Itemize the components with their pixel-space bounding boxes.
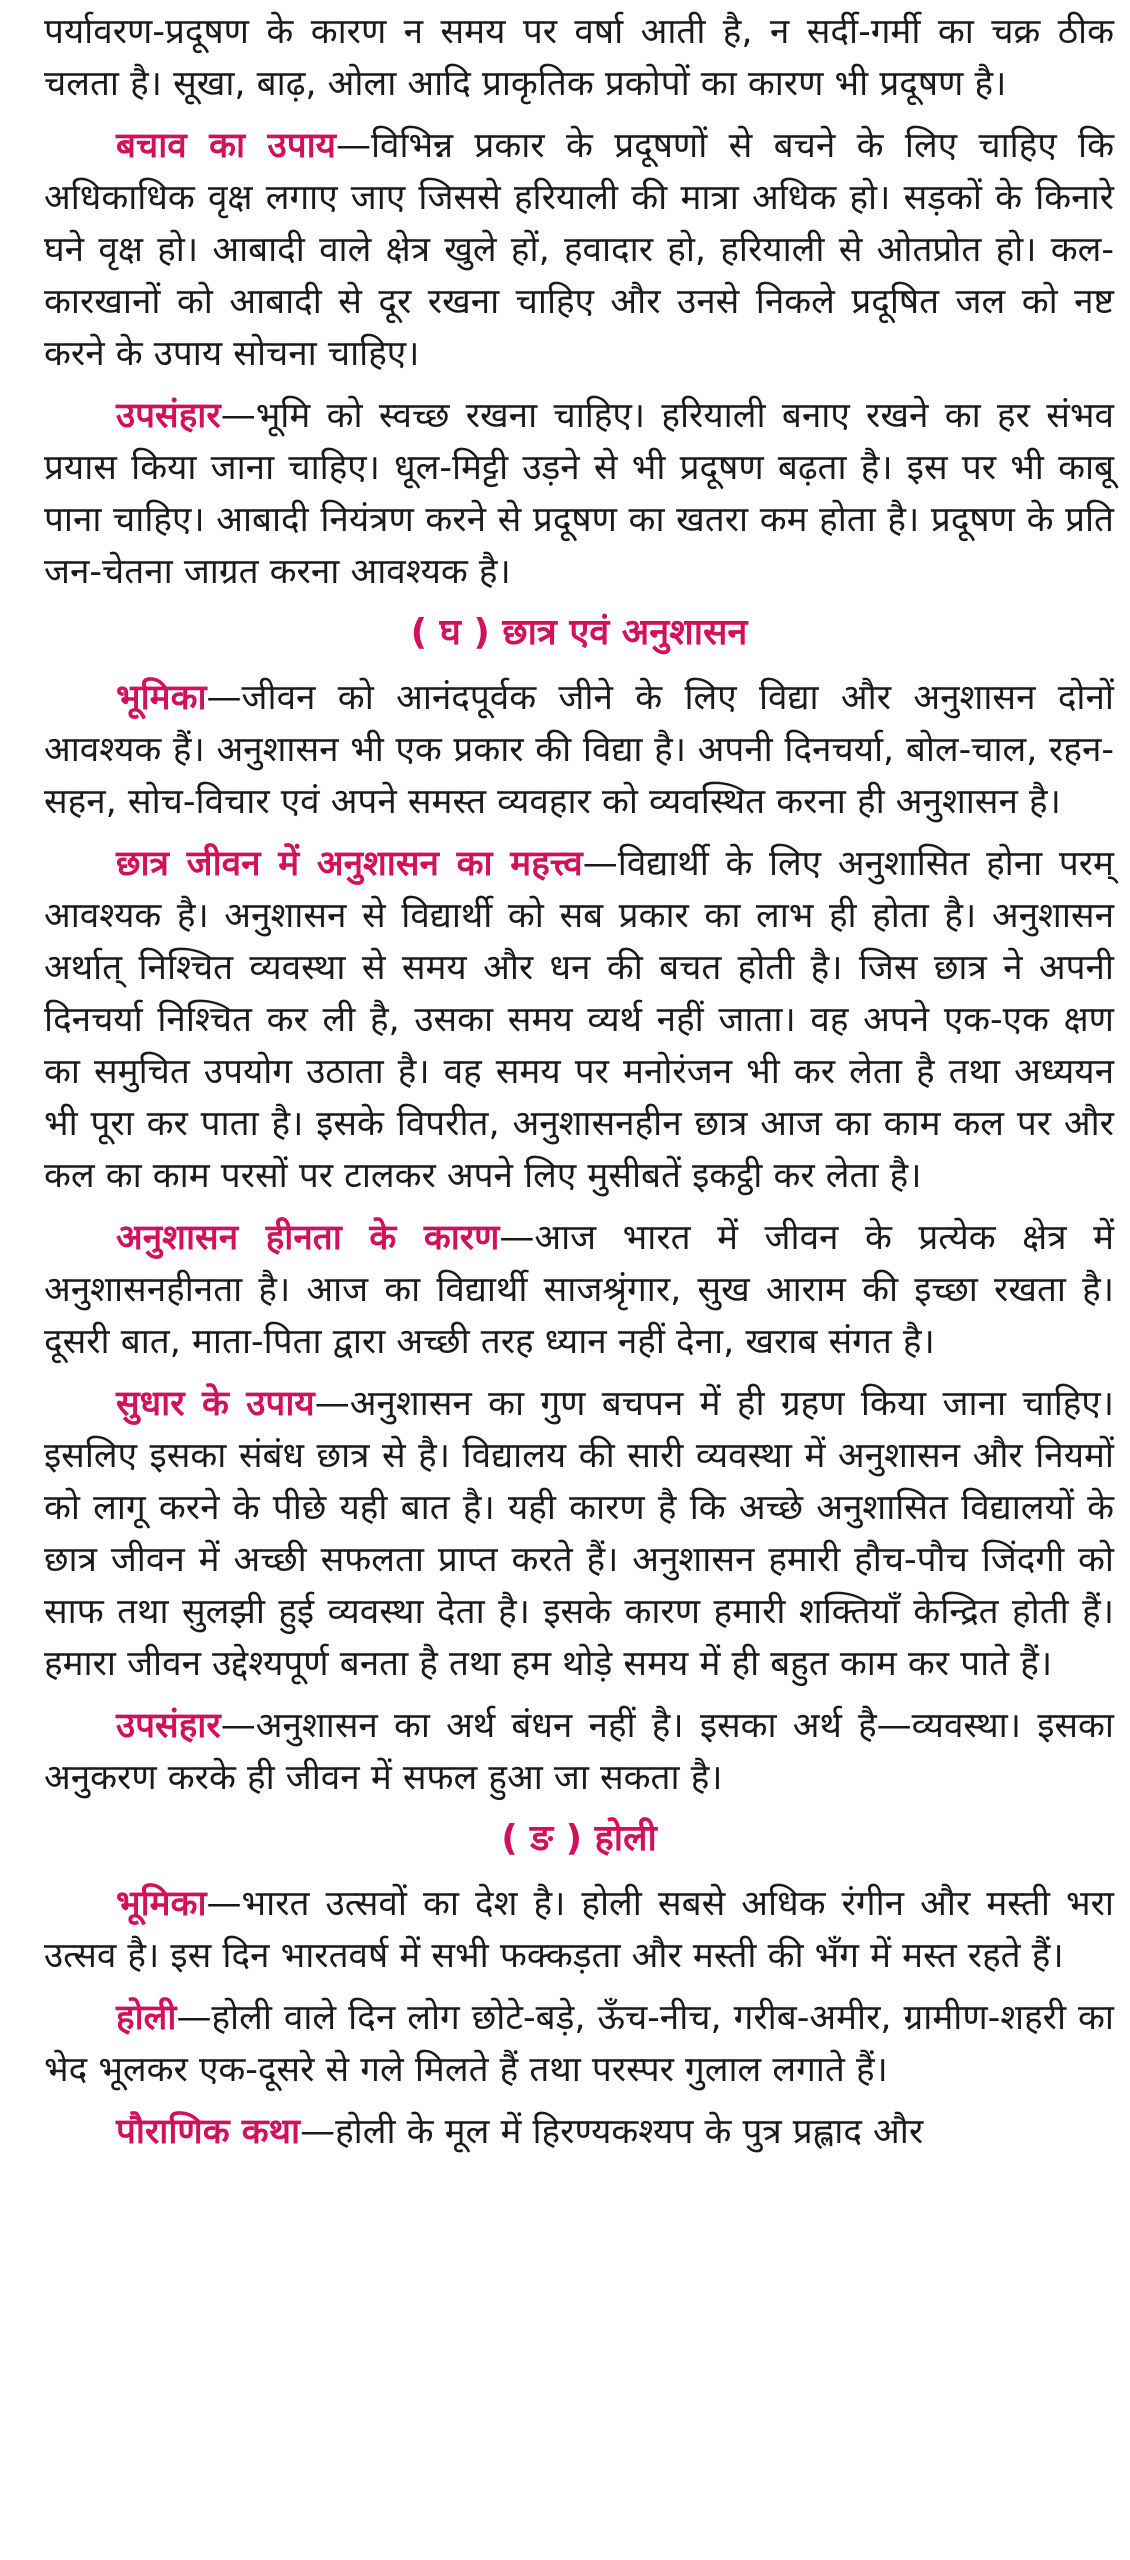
paragraph-body: —होली के मूल में हिरण्यकश्यप के पुत्र प्रह्लाद और [300,2112,924,2152]
paragraph-body: —होली वाले दिन लोग छोटे-बड़े, ऊँच-नीच, गरीब-अमीर, ग्रामीण-शहरी का भेद भूलकर एक-दूसरे से गले मिलते हैं तथा परस्पर गुलाल लगाते हैं। [44,1998,1114,2090]
paragraph-body: —विद्यार्थी के लिए अनुशासित होना परम् आवश्यक है। अनुशासन से विद्यार्थी को सब प्रकार का लाभ ही होता है। अनुशासन अर्थात् निश्चित व्यवस्था से समय और धन की बचत होती है। जिस छात्र ने अपनी दिनचर्या निश्चित कर ली है, उसका समय व्यर्थ नहीं जाता। वह अपने एक-एक क्षण का समुचित उपयोग उठाता है। वह समय पर मनोरंजन भी कर लेता है तथा अध्ययन भी पूरा कर पाता है। इसके विपरीत, अनुशासनहीन छात्र आज का काम कल पर और कल का काम परसों पर टालकर अपने लिए मुसीबतें इकट्ठी कर लेता है। [44,844,1114,1196]
paragraph-heading: अनुशासन हीनता के कारण [116,1218,500,1258]
paragraph-body: —अनुशासन का गुण बचपन में ही ग्रहण किया जाना चाहिए। इसलिए इसका संबंध छात्र से है। विद्यालय की सारी व्यवस्था में अनुशासन और नियमों को लागू करने के पीछे यही बात है। यही कारण है कि अच्छे अनुशासित विद्यालयों के छात्र जीवन में अच्छी सफलता प्राप्त करते हैं। अनुशासन हमारी हौच-पौच जिंदगी को साफ तथा सुलझी हुई व्यवस्था देता है। इसके कारण हमारी शक्तियाँ केन्द्रित होती हैं। हमारा जीवन उद्देश्यपूर्ण बनता है तथा हम थोड़े समय में ही बहुत काम कर पाते हैं। [44,1384,1114,1684]
paragraph-nga-katha [44,2106,1114,2158]
section-title-gha: ( घ ) छात्र एवं अनुशासन [410,612,748,653]
paragraph-env-bachav [44,120,1114,380]
paragraph-body: —भारत उत्सवों का देश है। होली सबसे अधिक रंगीन और मस्ती भरा उत्सव है। इस दिन भारतवर्ष में सभी फक्कड़ता और मस्ती की भँग में मस्त रहते हैं। [44,1884,1114,1976]
paragraph-heading: भूमिका [116,678,207,718]
paragraph-heading: पौराणिक कथा [116,2112,301,2152]
paragraph-body: —जीवन को आनंदपूर्वक जीने के लिए विद्या और अनुशासन दोनों आवश्यक हैं। अनुशासन भी एक प्रकार की विद्या है। अपनी दिनचर्या, बोल-चाल, रहन-सहन, सोच-विचार एवं अपने समस्त व्यवहार को व्यवस्थित करना ही अनुशासन है। [44,678,1114,822]
paragraph-nga-holi [44,1992,1114,2096]
section-title-nga: ( ङ ) होली [501,1818,657,1859]
paragraph-heading: होली [116,1998,177,2038]
paragraph-gha-mahatva [44,838,1114,1202]
paragraph-env-upsanhar [44,390,1114,598]
paragraph-body: —अनुशासन का अर्थ बंधन नहीं है। इसका अर्थ है—व्यवस्था। इसका अनुकरण करके ही जीवन में सफल हुआ जा सकता है। [44,1706,1114,1798]
paragraph-gha-upsanhar [44,1700,1114,1804]
paragraph-heading: भूमिका [116,1884,207,1924]
paragraph-heading: सुधार के उपाय [116,1384,315,1424]
paragraph-env-end [44,6,1114,110]
paragraph-body: —भूमि को स्वच्छ रखना चाहिए। हरियाली बनाए रखने का हर संभव प्रयास किया जाना चाहिए। धूल-मिट्टी उड़ने से भी प्रदूषण बढ़ता है। इस पर भी काबू पाना चाहिए। आबादी नियंत्रण करने से प्रदूषण का खतरा कम होता है। प्रदूषण के प्रति जन-चेतना जाग्रत करना आवश्यक है। [44,396,1114,592]
paragraph-heading: उपसंहार [116,1706,221,1746]
paragraph-gha-karan [44,1212,1114,1368]
paragraph-nga-bhumika [44,1878,1114,1982]
paragraph-body: —आज भारत में जीवन के प्रत्येक क्षेत्र में अनुशासनहीनता है। आज का विद्यार्थी साजश्रृंगार, सुख आराम की इच्छा रखता है। दूसरी बात, माता-पिता द्वारा अच्छी तरह ध्यान नहीं देना, खराब संगत है। [44,1218,1114,1362]
paragraph-heading: उपसंहार [116,396,221,436]
paragraph-gha-sudhar [44,1378,1114,1690]
paragraph-body: पर्यावरण-प्रदूषण के कारण न समय पर वर्षा आती है, न सर्दी-गर्मी का चक्र ठीक चलता है। सूखा, बाढ़, ओला आदि प्राकृतिक प्रकोपों का कारण भी प्रदूषण है। [44,12,1114,104]
paragraph-heading: बचाव का उपाय [116,126,336,166]
paragraph-gha-bhumika [44,672,1114,828]
paragraph-heading: छात्र जीवन में अनुशासन का महत्त्व [116,844,583,884]
paragraph-body: —विभिन्न प्रकार के प्रदूषणों से बचने के लिए चाहिए कि अधिकाधिक वृक्ष लगाए जाए जिससे हरियाली की मात्रा अधिक हो। सड़कों के किनारे घने वृक्ष हो। आबादी वाले क्षेत्र खुले हों, हवादार हो, हरियाली से ओतप्रोत हो। कल-कारखानों को आबादी से दूर रखना चाहिए और उनसे निकले प्रदूषित जल को नष्ट करने के उपाय सोचना चाहिए। [44,126,1114,374]
